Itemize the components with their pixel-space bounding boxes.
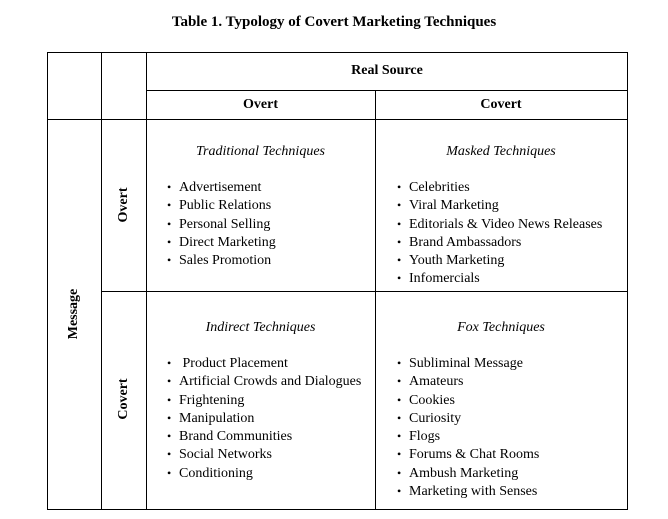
header-col-overt: Overt <box>243 97 278 112</box>
message-column-divider <box>101 52 102 510</box>
list-item: • Editorials & Video News Releases <box>397 215 602 233</box>
table-border-bottom <box>47 509 628 510</box>
list-item: • Forums & Chat Rooms <box>397 445 539 463</box>
list-item: • Infomercials <box>397 269 602 287</box>
list-item: • Amateurs <box>397 372 539 390</box>
header-real-source: Real Source <box>351 63 423 78</box>
table-title: Table 1. Typology of Covert Marketing Techniques <box>171 14 497 30</box>
list-masked-techniques <box>397 178 602 288</box>
list-item: • Sales Promotion <box>167 251 276 269</box>
list-item: • Cookies <box>397 391 539 409</box>
list-item: • Personal Selling <box>167 215 276 233</box>
header-message: Message <box>66 288 81 340</box>
list-item: • Conditioning <box>167 464 361 482</box>
header-row-covert: Covert <box>116 378 131 420</box>
list-item: • Marketing with Senses <box>397 482 539 500</box>
list-item: • Brand Ambassadors <box>397 233 602 251</box>
list-item: • Direct Marketing <box>167 233 276 251</box>
list-item: • Ambush Marketing <box>397 464 539 482</box>
table-border-left <box>47 52 48 510</box>
row-divider <box>101 291 628 292</box>
list-item: • Social Networks <box>167 445 361 463</box>
cell-title-masked-techniques: Masked Techniques <box>446 144 556 159</box>
header-row-overt: Overt <box>116 187 131 223</box>
list-item: • Flogs <box>397 427 539 445</box>
header-col-covert: Covert <box>480 97 522 112</box>
list-item: • Subliminal Message <box>397 354 539 372</box>
list-item: • Brand Communities <box>167 427 361 445</box>
list-indirect-techniques <box>167 354 361 482</box>
cell-title-traditional-techniques: Traditional Techniques <box>195 144 325 159</box>
list-item: • Viral Marketing <box>397 196 602 214</box>
table-border-top <box>47 52 628 53</box>
list-item: • Artificial Crowds and Dialogues <box>167 372 361 390</box>
list-item: • Youth Marketing <box>397 251 602 269</box>
list-item: • Celebrities <box>397 178 602 196</box>
header-divider <box>146 90 628 91</box>
table-border-right <box>627 52 628 510</box>
list-traditional-techniques <box>167 178 276 269</box>
header-bottom-border <box>47 119 628 120</box>
list-fox-techniques <box>397 354 539 500</box>
list-item: • Advertisement <box>167 178 276 196</box>
list-item: • Public Relations <box>167 196 276 214</box>
row-header-divider <box>146 52 147 510</box>
list-item: • Frightening <box>167 391 361 409</box>
list-item: • Manipulation <box>167 409 361 427</box>
cell-title-fox-techniques: Fox Techniques <box>457 320 545 335</box>
cell-title-indirect-techniques: Indirect Techniques <box>205 320 316 335</box>
list-item: • Product Placement <box>167 354 361 372</box>
list-item: • Curiosity <box>397 409 539 427</box>
